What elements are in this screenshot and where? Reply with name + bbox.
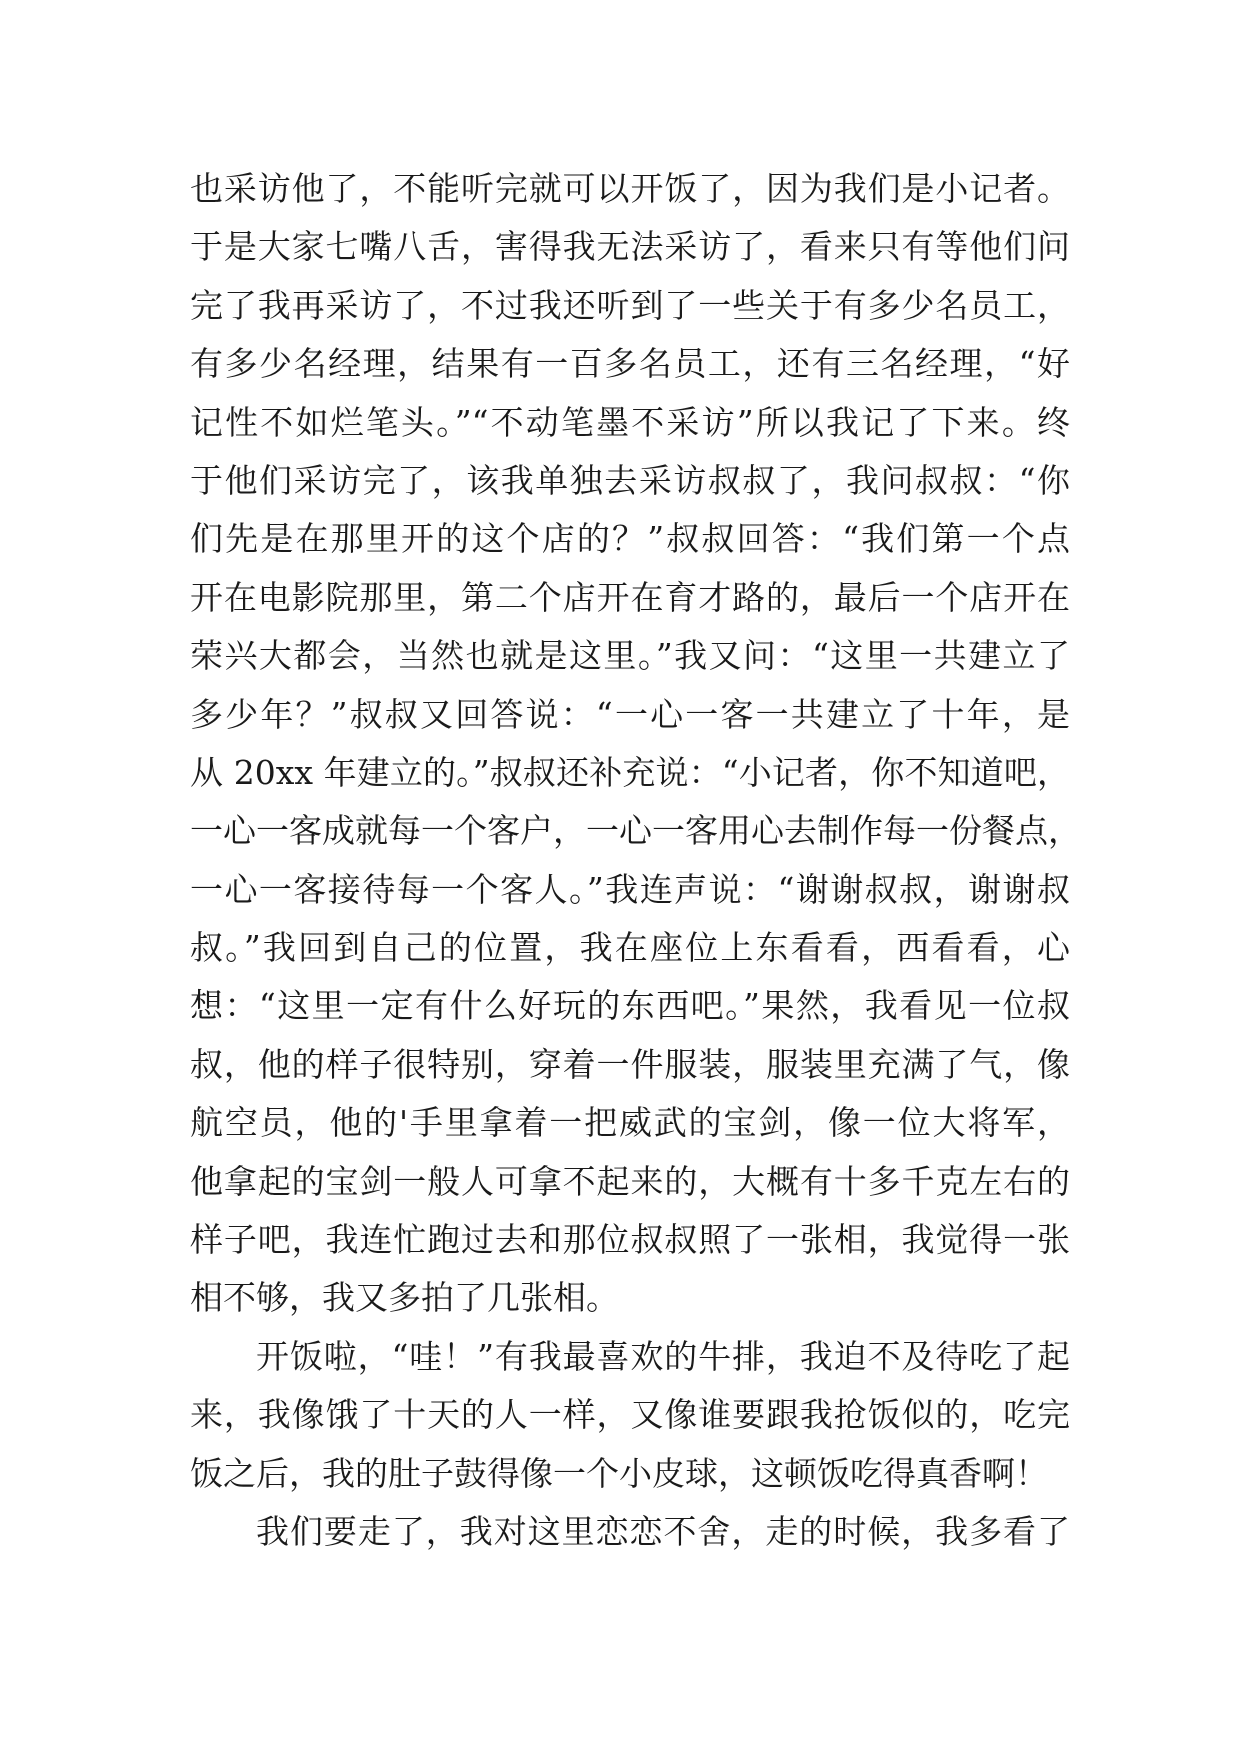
text-line: 于是大家七嘴八舌，害得我无法采访了，看来只有等他们问 <box>190 227 1070 267</box>
text-line: 叔。”我回到自己的位置，我在座位上东看看，西看看，心 <box>190 928 1070 968</box>
text-line: 完了我再采访了，不过我还听到了一些关于有多少名员工， <box>190 285 1070 325</box>
text-line: 也采访他了，不能听完就可以开饭了，因为我们是小记者。 <box>190 169 1070 208</box>
text-line: 航空员，他的'手里拿着一把威武的宝剑，像一位大将军， <box>190 1103 1070 1143</box>
body-text <box>190 160 1081 1561</box>
text-line: 有多少名经理，结果有一百多名员工，还有三名经理，“好 <box>190 344 1070 384</box>
text-line: 荣兴大都会，当然也就是这里。”我又问：“这里一共建立了 <box>190 636 1070 676</box>
paragraph-first-line: 我们要走了，我对这里恋恋不舍，走的时候，我多看了 <box>256 1511 1070 1551</box>
text-line: 多少年？”叔叔又回答说：“一心一客一共建立了十年，是 <box>190 694 1070 734</box>
paragraph-end-line: 相不够，我又多拍了几张相。 <box>190 1278 619 1318</box>
text-line: 一心一客接待每一个客人。”我连声说：“谢谢叔叔，谢谢叔 <box>190 869 1070 909</box>
text-line: 样子吧，我连忙跑过去和那位叔叔照了一张相，我觉得一张 <box>190 1220 1070 1260</box>
paragraph-first-line: 开饭啦，“哇！”有我最喜欢的牛排，我迫不及待吃了起 <box>256 1336 1070 1376</box>
text-line: 来，我像饿了十天的人一样，又像谁要跟我抢饭似的，吃完 <box>190 1395 1070 1435</box>
text-line: 于他们采访完了，该我单独去采访叔叔了，我问叔叔：“你 <box>190 460 1070 500</box>
text-line: 从 20xx 年建立的。”叔叔还补充说：“小记者，你不知道吧， <box>190 752 1070 792</box>
paragraph-end-line: 饭之后，我的肚子鼓得像一个小皮球，这顿饭吃得真香啊！ <box>190 1453 1048 1493</box>
text-line: 一心一客成就每一个客户，一心一客用心去制作每一份餐点， <box>190 811 1081 851</box>
text-line: 开在电影院那里，第二个店开在育才路的，最后一个店开在 <box>190 577 1070 617</box>
text-line: 想：“这里一定有什么好玩的东西吧。”果然，我看见一位叔 <box>190 986 1070 1026</box>
text-line: 他拿起的宝剑一般人可拿不起来的，大概有十多千克左右的 <box>190 1161 1070 1201</box>
text-line: 们先是在那里开的这个店的？”叔叔回答：“我们第一个点 <box>190 519 1070 559</box>
text-line: 记性不如烂笔头。”“不动笔墨不采访”所以我记了下来。终 <box>190 402 1070 442</box>
text-line: 叔，他的样子很特别，穿着一件服装，服装里充满了气，像 <box>190 1044 1070 1084</box>
